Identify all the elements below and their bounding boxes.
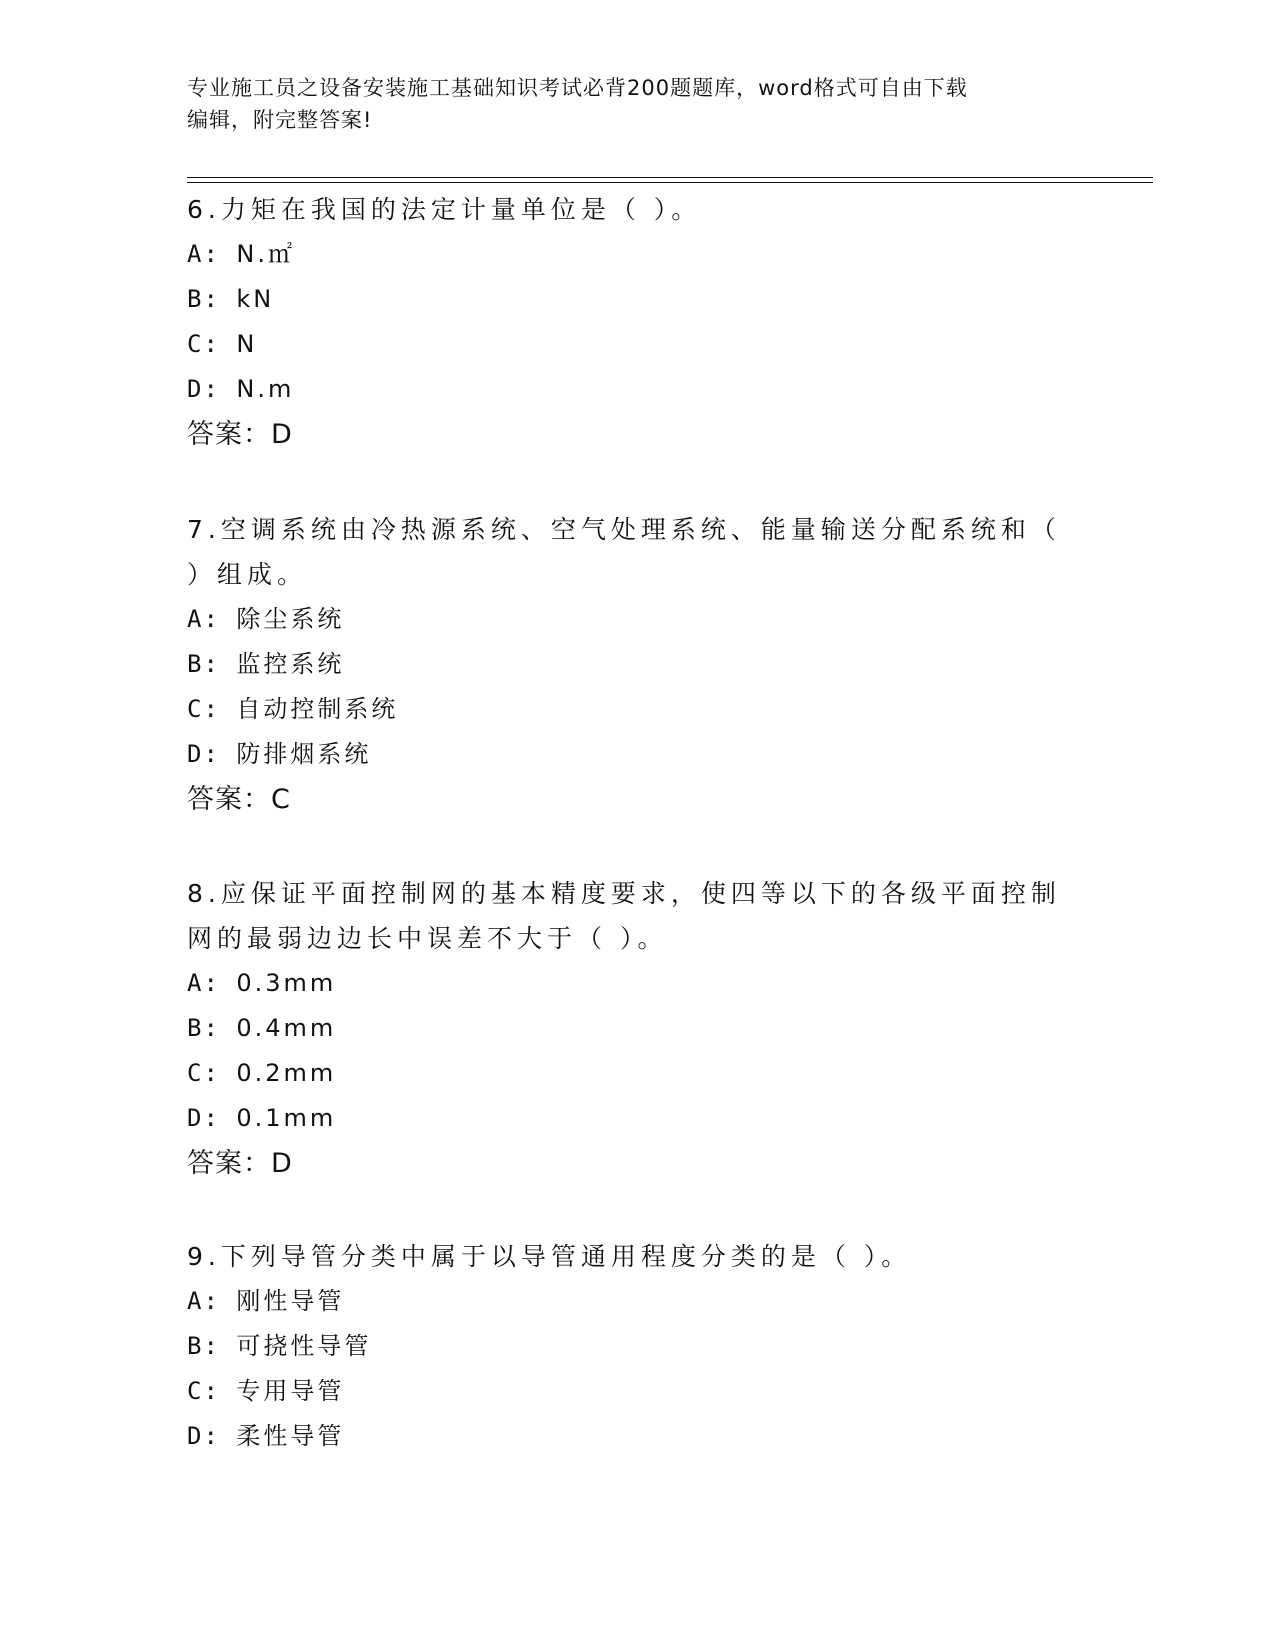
option-d xyxy=(187,1096,1087,1141)
option-key: C: xyxy=(187,330,220,358)
option-a xyxy=(187,961,1087,1006)
option-text: 监控系统 xyxy=(236,650,345,678)
option-d xyxy=(187,732,1087,777)
option-text: 柔性导管 xyxy=(236,1422,345,1450)
option-key: C: xyxy=(187,1059,220,1087)
header-divider-bottom xyxy=(187,182,1153,183)
option-key: B: xyxy=(187,650,220,678)
option-key: A: xyxy=(187,240,220,268)
option-c xyxy=(187,687,1087,732)
option-text: 0.4mm xyxy=(236,1014,337,1042)
option-text: 0.3mm xyxy=(236,969,337,997)
option-d xyxy=(187,1414,1087,1459)
option-key: A: xyxy=(187,1287,220,1315)
option-text: 专用导管 xyxy=(236,1377,345,1405)
option-text: N xyxy=(236,330,258,358)
header-line-1: 专业施工员之设备安装施工基础知识考试必背200题题库，word格式可自由下载 xyxy=(187,76,968,100)
option-text: N.㎡ xyxy=(236,240,295,268)
answer-line: 答案：C xyxy=(187,784,291,815)
option-text: 刚性导管 xyxy=(236,1287,345,1315)
option-text: 防排烟系统 xyxy=(236,740,372,768)
option-text: kN xyxy=(236,285,275,313)
option-key: B: xyxy=(187,285,220,313)
option-key: D: xyxy=(187,375,220,403)
header-line-2: 编辑，附完整答案! xyxy=(187,108,373,132)
option-c xyxy=(187,1369,1087,1414)
option-text: N.m xyxy=(236,375,295,403)
option-b xyxy=(187,1324,1087,1369)
option-key: A: xyxy=(187,605,220,633)
option-key: A: xyxy=(187,969,220,997)
option-b xyxy=(187,1006,1087,1051)
option-c xyxy=(187,322,1087,367)
answer-line: 答案：D xyxy=(187,1148,293,1179)
option-text: 可挠性导管 xyxy=(236,1332,372,1360)
option-b xyxy=(187,277,1087,322)
question-stem: 9.下列导管分类中属于以导管通用程度分类的是（ ）。 xyxy=(187,1242,912,1271)
question-9 xyxy=(187,1234,1087,1459)
option-text: 0.1mm xyxy=(236,1104,337,1132)
answer-line: 答案：D xyxy=(187,419,293,450)
question-6 xyxy=(187,187,1087,457)
option-key: D: xyxy=(187,1104,220,1132)
option-a xyxy=(187,1279,1087,1324)
question-stem: 7.空调系统由冷热源系统、空气处理系统、能量输送分配系统和（ ）组成。 xyxy=(187,515,1061,589)
question-stem: 6.力矩在我国的法定计量单位是（ ）。 xyxy=(187,195,702,224)
option-b xyxy=(187,642,1087,687)
option-key: B: xyxy=(187,1332,220,1360)
option-key: D: xyxy=(187,740,220,768)
option-text: 0.2mm xyxy=(236,1059,337,1087)
option-key: B: xyxy=(187,1014,220,1042)
option-text: 除尘系统 xyxy=(236,605,345,633)
option-text: 自动控制系统 xyxy=(236,695,399,723)
option-d xyxy=(187,367,1087,412)
header-divider-top xyxy=(187,177,1153,178)
option-key: D: xyxy=(187,1422,220,1450)
document-header xyxy=(187,72,1087,136)
option-a xyxy=(187,232,1087,277)
option-key: C: xyxy=(187,1377,220,1405)
option-key: C: xyxy=(187,695,220,723)
question-stem: 8.应保证平面控制网的基本精度要求，使四等以下的各级平面控制网的最弱边边长中误差不大于（ ）。 xyxy=(187,879,1061,953)
question-8 xyxy=(187,871,1087,1186)
option-a xyxy=(187,597,1087,642)
option-c xyxy=(187,1051,1087,1096)
question-7 xyxy=(187,507,1087,822)
